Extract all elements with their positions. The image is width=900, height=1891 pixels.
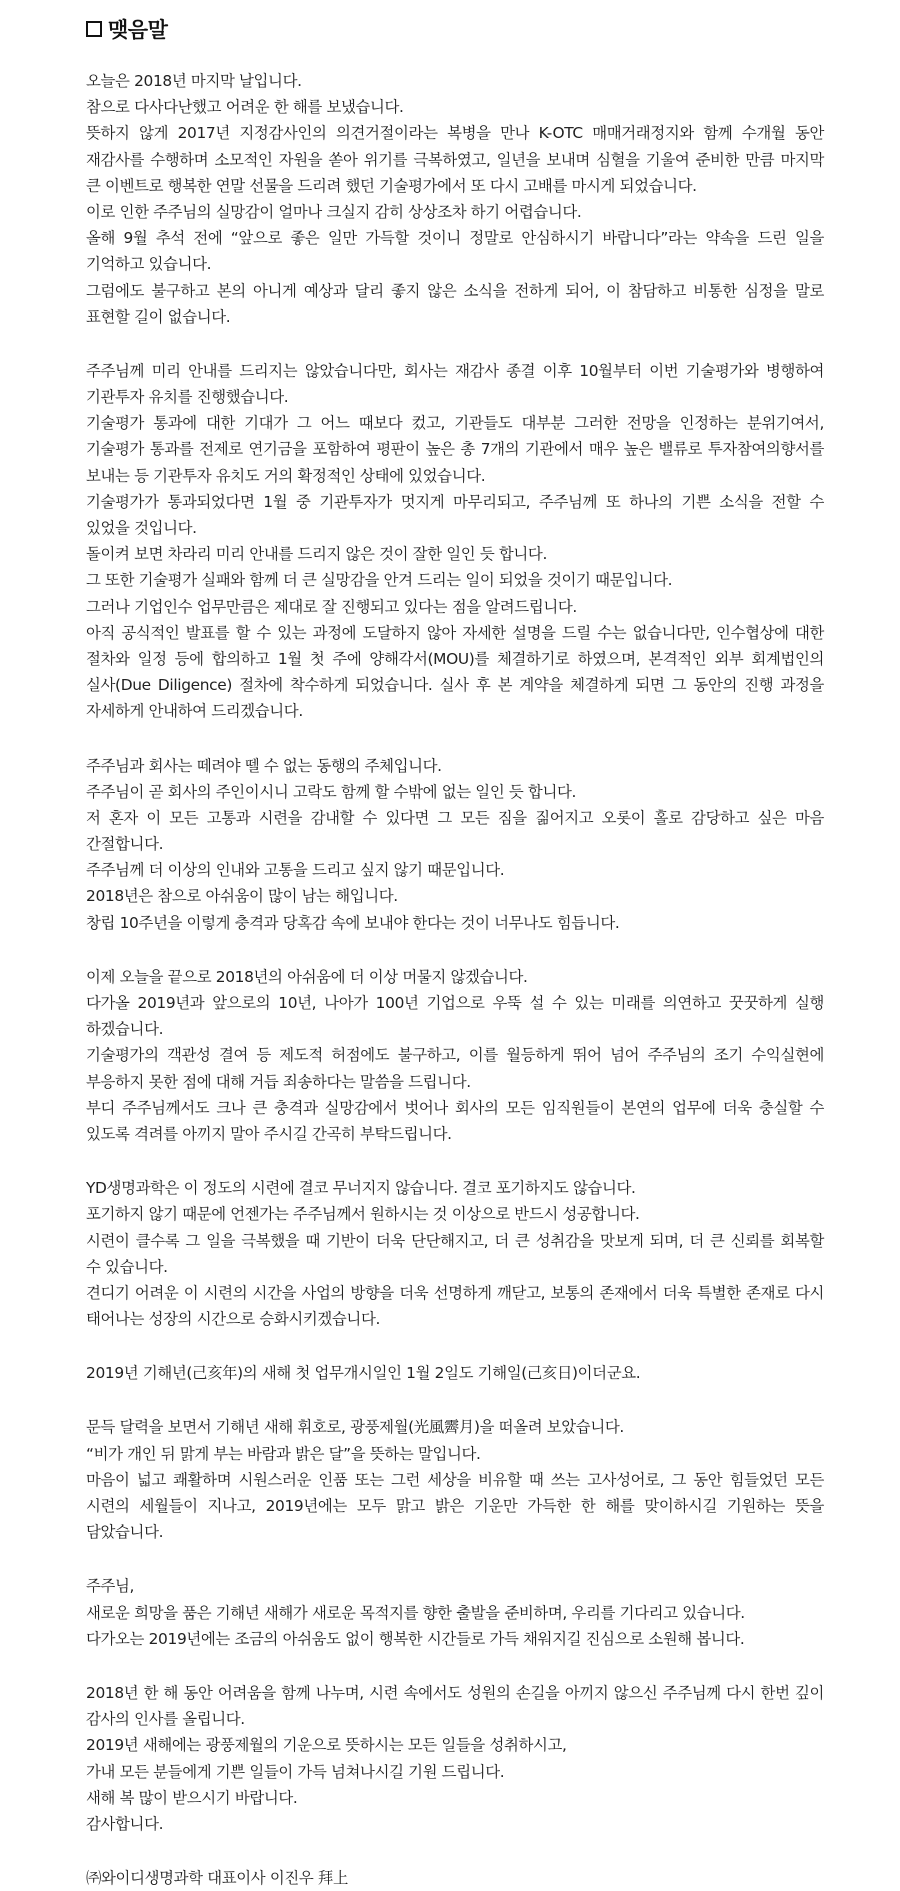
text-line: 그럼에도 불구하고 본의 아니게 예상과 달리 좋지 않은 소식을 전하게 되어, 이 참담하고 비통한 심정을 말로 xyxy=(86,281,824,300)
text-line: 부응하지 못한 점에 대해 거듭 죄송하다는 말씀을 드립니다. xyxy=(86,1072,471,1091)
text-line: 기억하고 있습니다. xyxy=(86,255,212,274)
text-line: 담았습니다. xyxy=(86,1523,164,1542)
text-line: “비가 개인 뒤 맑게 부는 바람과 밝은 달”을 뜻하는 말입니다. xyxy=(86,1444,481,1463)
text-line: 기술평가 통과를 전제로 연기금을 포함하여 평판이 높은 총 7개의 기관에서 매우 높은 밸류로 투자참여의향서를 xyxy=(86,440,824,459)
text-line: YD생명과학은 이 정도의 시련에 결코 무너지지 않습니다. 결코 포기하지도 않습니다. xyxy=(86,1179,636,1198)
text-line: 주주님께 미리 안내를 드리지는 않았습니다만, 회사는 재감사 종결 이후 10월부터 이번 기술평가와 병행하여 xyxy=(86,361,824,380)
text-line: 2018년은 참으로 아쉬움이 많이 남는 해입니다. xyxy=(86,887,398,906)
text-line: 이제 오늘을 끝으로 2018년의 아쉬움에 더 이상 머물지 않겠습니다. xyxy=(86,967,528,986)
text-line: 그 또한 기술평가 실패와 함께 더 큰 실망감을 안겨 드리는 일이 되었을 것이기 때문입니다. xyxy=(86,571,673,590)
text-line: 포기하지 않기 때문에 언젠가는 주주님께서 원하시는 것 이상으로 반드시 성공합니다. xyxy=(86,1205,640,1224)
text-line: 2019년 새해에는 광풍제월의 기운으로 뜻하시는 모든 일들을 성취하시고, xyxy=(86,1736,567,1755)
text-line: 기술평가의 객관성 결여 등 제도적 허점에도 불구하고, 이를 월등하게 뛰어 넘어 주주님의 조기 수익실현에 xyxy=(86,1046,824,1065)
paragraph xyxy=(86,1175,824,1332)
text-line: 2018년 한 해 동안 어려움을 함께 나누며, 시련 속에서도 성원의 손길을 아끼지 않으신 주주님께 다시 한번 깊이 xyxy=(86,1683,824,1702)
text-line: 간절합니다. xyxy=(86,835,164,854)
text-line: 참으로 다사다난했고 어려운 한 해를 보냈습니다. xyxy=(86,98,404,117)
text-line: 자세하게 안내하여 드리겠습니다. xyxy=(86,702,303,721)
text-line: 오늘은 2018년 마지막 날입니다. xyxy=(86,72,302,90)
text-line: 기관투자 유치를 진행했습니다. xyxy=(86,388,289,407)
text-line: 실사(Due Diligence) 절차에 착수하게 되었습니다. 실사 후 본 계약을 체결하게 되면 그 동안의 진행 과정을 xyxy=(86,676,824,695)
paragraph xyxy=(86,964,824,1147)
text-line: 부디 주주님께서도 크나 큰 충격과 실망감에서 벗어나 회사의 모든 임직원들이 본연의 업무에 더욱 충실할 수 xyxy=(86,1098,824,1117)
text-line: 하겠습니다. xyxy=(86,1020,164,1039)
paragraph xyxy=(86,1414,824,1545)
text-line: 있도록 격려를 아끼지 말아 주시길 간곡히 부탁드립니다. xyxy=(86,1124,452,1143)
text-line: 새해 복 많이 받으시기 바랍니다. xyxy=(86,1788,298,1807)
text-line: 감사합니다. xyxy=(86,1814,164,1833)
text-line: 가내 모든 분들에게 기쁜 일들이 가득 넘쳐나시길 기원 드립니다. xyxy=(86,1762,505,1781)
text-line: 문득 달력을 보면서 기해년 새해 휘호로, 광풍제월(光風霽月)을 떠올려 보았습니다. xyxy=(86,1418,624,1437)
signature-line: ㈜와이디생명과학 대표이사 이진우 拜上 xyxy=(86,1869,348,1888)
paragraph xyxy=(86,358,824,725)
text-line: 창립 10주년을 이렇게 충격과 당혹감 속에 보내야 한다는 것이 너무나도 힘듭니다. xyxy=(86,913,620,932)
text-line: 주주님, xyxy=(86,1577,135,1596)
section-heading xyxy=(86,10,824,48)
text-line: 시련의 세월들이 지나고, 2019년에는 모두 맑고 밝은 기운만 가득한 한 해를 맞이하시길 기원하는 뜻을 xyxy=(86,1497,824,1515)
text-line: 돌이켜 보면 차라리 미리 안내를 드리지 않은 것이 잘한 일인 듯 합니다. xyxy=(86,545,547,564)
text-line: 기술평가 통과에 대한 기대가 그 어느 때보다 컸고, 기관들도 대부분 그러한 전망을 인정하는 분위기여서, xyxy=(86,414,824,433)
text-line: 태어나는 성장의 시간으로 승화시키겠습니다. xyxy=(86,1310,380,1329)
text-line: 아직 공식적인 발표를 할 수 있는 과정에 도달하지 않아 자세한 설명을 드릴 수는 없습니다만, 인수협상에 대한 xyxy=(86,623,824,642)
paragraph xyxy=(86,1680,824,1837)
text-line: 있었을 것입니다. xyxy=(86,519,197,537)
text-line: 보내는 등 기관투자 유치도 거의 확정적인 상태에 있었습니다. xyxy=(86,466,486,485)
page-title: 맺음말 xyxy=(108,18,168,42)
paragraph xyxy=(86,1360,824,1386)
text-line: 절차와 일정 등에 합의하고 1월 첫 주에 양해각서(MOU)를 체결하기로 하였으며, 본격적인 외부 회계법인의 xyxy=(86,649,824,668)
text-line: 주주님께 더 이상의 인내와 고통을 드리고 싶지 않기 때문입니다. xyxy=(86,861,505,880)
text-line: 마음이 넓고 쾌활하며 시원스러운 인품 또는 그런 세상을 비유할 때 쓰는 고사성어로, 그 동안 힘들었던 모든 xyxy=(86,1470,824,1489)
paragraph xyxy=(86,753,824,936)
signature-paragraph xyxy=(86,1865,824,1891)
square-bullet-icon xyxy=(86,21,102,37)
text-line: 시련이 클수록 그 일을 극복했을 때 기반이 더욱 단단해지고, 더 큰 성취감을 맛보게 되며, 더 큰 신뢰를 회복할 xyxy=(86,1231,824,1250)
text-line: 그러나 기업인수 업무만큼은 제대로 잘 진행되고 있다는 점을 알려드립니다. xyxy=(86,597,577,616)
text-line: 견디기 어려운 이 시련의 시간을 사업의 방향을 더욱 선명하게 깨닫고, 보통의 존재에서 더욱 특별한 존재로 다시 xyxy=(86,1283,824,1302)
text-line: 수 있습니다. xyxy=(86,1257,168,1276)
text-line: 표현할 길이 없습니다. xyxy=(86,307,231,326)
text-line: 다가오는 2019년에는 조금의 아쉬움도 없이 행복한 시간들로 가득 채워지길 진심으로 소원해 봅니다. xyxy=(86,1629,745,1648)
text-line: 뜻하지 않게 2017년 지정감사인의 의견거절이라는 복병을 만나 K-OTC 매매거래정지와 함께 수개월 동안 xyxy=(86,124,824,143)
text-line: 감사의 인사를 올립니다. xyxy=(86,1710,245,1729)
paragraph xyxy=(86,1573,824,1652)
text-line: 기술평가가 통과되었다면 1월 중 기관투자가 멋지게 마무리되고, 주주님께 또 하나의 기쁜 소식을 전할 수 xyxy=(86,492,824,511)
letter-body xyxy=(86,68,824,1891)
text-line: 재감사를 수행하며 소모적인 자원을 쏟아 위기를 극복하였고, 일년을 보내며 심혈을 기울여 준비한 만큼 마지막 xyxy=(86,150,824,169)
text-line: 다가올 2019년과 앞으로의 10년, 나아가 100년 기업으로 우뚝 설 수 있는 미래를 의연하고 꿋꿋하게 실행 xyxy=(86,994,824,1012)
text-line: 이로 인한 주주님의 실망감이 얼마나 크실지 감히 상상조차 하기 어렵습니다. xyxy=(86,202,582,221)
paragraph xyxy=(86,68,824,330)
text-line: 저 혼자 이 모든 고통과 시련을 감내할 수 있다면 그 모든 짐을 짊어지고 오롯이 홀로 감당하고 싶은 마음 xyxy=(86,808,824,827)
text-line: 주주님이 곧 회사의 주인이시니 고락도 함께 할 수밖에 없는 일인 듯 합니다. xyxy=(86,782,577,801)
text-line: 큰 이벤트로 행복한 연말 선물을 드리려 했던 기술평가에서 또 다시 고배를 마시게 되었습니다. xyxy=(86,176,697,195)
text-line: 올해 9월 추석 전에 “앞으로 좋은 일만 가득할 것이니 정말로 안심하시기 바랍니다”라는 약속을 드린 일을 xyxy=(86,229,824,248)
text-line: 새로운 희망을 품은 기해년 새해가 새로운 목적지를 향한 출발을 준비하며, 우리를 기다리고 있습니다. xyxy=(86,1603,745,1622)
text-line: 주주님과 회사는 떼려야 뗄 수 없는 동행의 주체입니다. xyxy=(86,756,442,775)
text-line: 2019년 기해년(己亥年)의 새해 첫 업무개시일인 1월 2일도 기해일(己亥日)이더군요. xyxy=(86,1364,641,1383)
